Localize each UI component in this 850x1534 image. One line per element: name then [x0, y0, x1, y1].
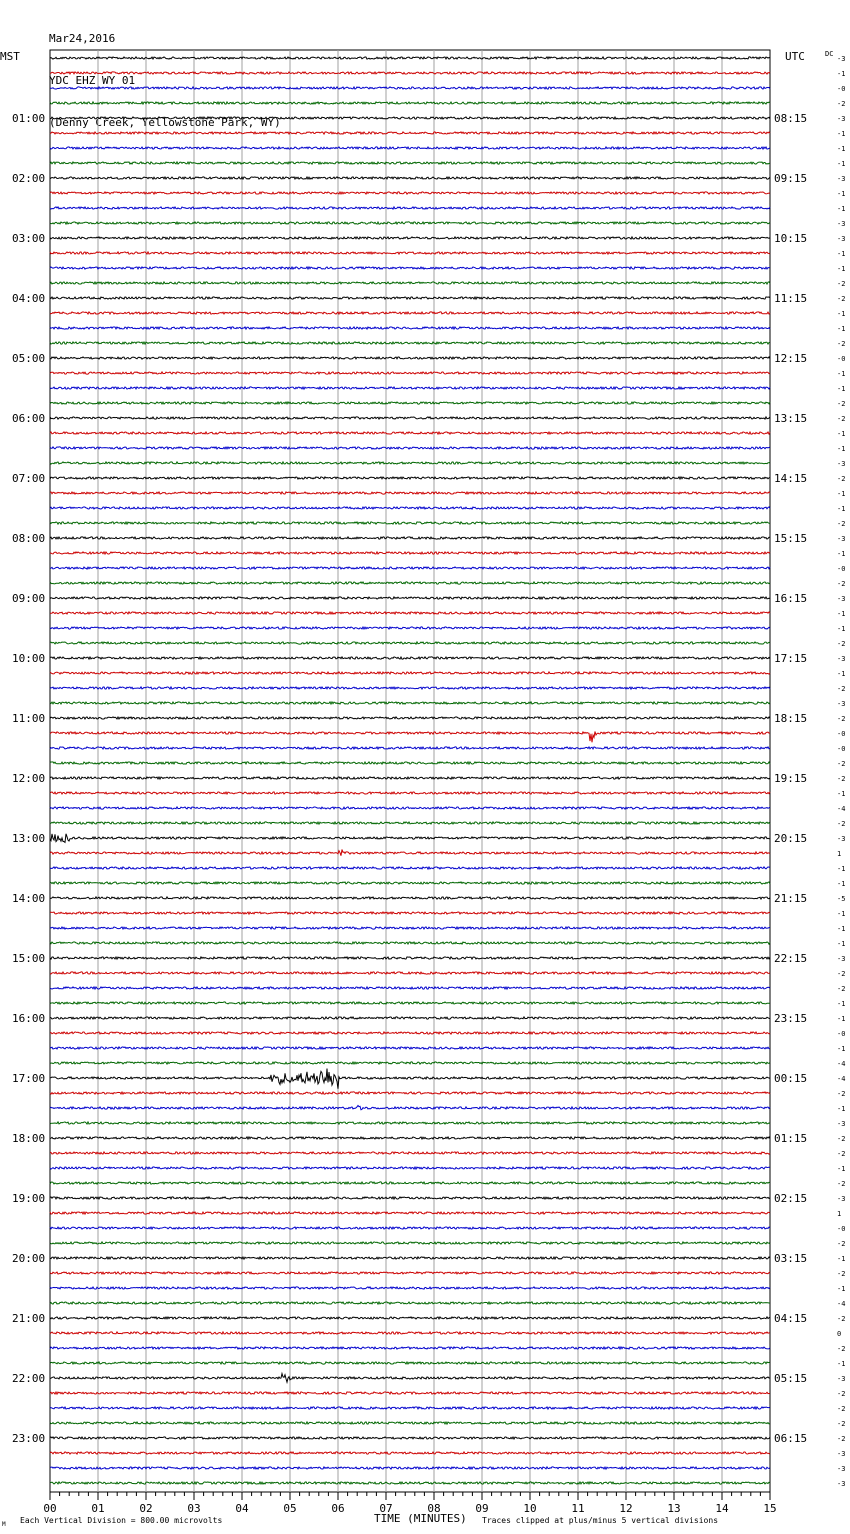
- seismogram-trace: [50, 267, 770, 269]
- dc-offset-label: -0: [837, 730, 846, 738]
- dc-offset-label: -1: [837, 385, 846, 393]
- dc-offset-label: 1: [837, 1210, 842, 1218]
- dc-offset-label: -3: [837, 55, 846, 63]
- seismogram-trace: [50, 897, 770, 899]
- dc-offset-label: -1: [837, 1255, 846, 1263]
- mst-hour-label: 08:00: [12, 532, 46, 545]
- dc-offset-label: -1: [837, 430, 846, 438]
- dc-offset-label: -3: [837, 1375, 846, 1383]
- dc-offset-label: -0: [837, 85, 846, 93]
- mst-hour-label: 07:00: [12, 472, 46, 485]
- dc-offset-label: -1: [837, 370, 846, 378]
- dc-offset-label: -3: [837, 535, 846, 543]
- axis-labels: [0, 50, 845, 1528]
- dc-offset-label: -2: [837, 295, 846, 303]
- utc-hour-label: 06:15: [774, 1432, 808, 1445]
- seismogram-trace: [50, 1197, 770, 1199]
- dc-offset-label: -3: [837, 220, 846, 228]
- dc-offset-label: -2: [837, 1150, 846, 1158]
- station-location: (Denny Creek, Yellowstone Park, WY): [49, 116, 281, 129]
- seismogram-trace: [50, 492, 770, 494]
- utc-hour-label: 01:15: [774, 1132, 808, 1145]
- seismogram-trace: [50, 972, 770, 974]
- dc-offset-label: -2: [837, 1345, 846, 1353]
- x-tick-label: 12: [619, 1502, 633, 1515]
- x-tick-label: 14: [715, 1502, 729, 1515]
- seismogram-trace: [50, 387, 770, 389]
- dc-offset-label: -5: [837, 895, 846, 903]
- dc-offset-label: -2: [837, 775, 846, 783]
- seismogram-trace: [50, 942, 770, 944]
- mst-hour-label: 03:00: [12, 232, 46, 245]
- clip-footnote: Traces clipped at plus/minus 5 vertical divisions: [482, 1516, 719, 1525]
- seismogram-trace: [50, 1092, 770, 1094]
- x-tick-label: 13: [667, 1502, 681, 1515]
- seismogram-trace: [50, 417, 770, 419]
- dc-offset-label: -1: [837, 925, 846, 933]
- seismogram-trace: [50, 507, 770, 509]
- seismogram-trace: [50, 627, 770, 629]
- dc-offset-label: -1: [837, 1000, 846, 1008]
- mst-hour-label: 06:00: [12, 412, 46, 425]
- x-tick-label: 05: [283, 1502, 297, 1515]
- dc-offset-label: -1: [837, 505, 846, 513]
- dc-offset-label: -1: [837, 1360, 846, 1368]
- x-tick-label: 02: [139, 1502, 153, 1515]
- dc-axis-label: DC: [825, 50, 834, 58]
- seismogram-trace: [50, 312, 770, 314]
- seismogram-trace: [50, 612, 770, 614]
- mst-hour-label: 19:00: [12, 1192, 46, 1205]
- dc-offset-label: -1: [837, 880, 846, 888]
- seismogram-trace: [50, 567, 770, 569]
- dc-offset-label: -0: [837, 745, 846, 753]
- seismogram-trace: [50, 282, 770, 284]
- seismogram-trace: [50, 87, 770, 89]
- dc-offset-label: -2: [837, 685, 846, 693]
- seismogram-trace: [50, 132, 770, 134]
- mst-hour-label: 05:00: [12, 352, 46, 365]
- utc-hour-label: 10:15: [774, 232, 808, 245]
- utc-hour-label: 00:15: [774, 1072, 808, 1085]
- mst-hour-label: 13:00: [12, 832, 46, 845]
- utc-hour-label: 03:15: [774, 1252, 808, 1265]
- dc-offset-label: -3: [837, 1195, 846, 1203]
- mst-axis-label: MST: [0, 50, 20, 63]
- dc-offset-label: -1: [837, 1015, 846, 1023]
- seismogram-trace: [50, 1062, 770, 1064]
- dc-offset-label: -4: [837, 805, 846, 813]
- seismogram-trace: [50, 357, 770, 359]
- seismogram-trace: [50, 1422, 770, 1424]
- dc-offset-label: -3: [837, 955, 846, 963]
- seismogram-trace: [50, 882, 770, 884]
- seismogram-trace: [50, 792, 770, 794]
- mst-hour-label: 17:00: [12, 1072, 46, 1085]
- dc-offset-label: -2: [837, 100, 846, 108]
- mst-hour-label: 20:00: [12, 1252, 46, 1265]
- dc-offset-label: -2: [837, 520, 846, 528]
- seismogram-trace: [50, 747, 770, 749]
- utc-hour-label: 09:15: [774, 172, 808, 185]
- seismogram-trace: [50, 1407, 770, 1409]
- x-tick-label: 03: [187, 1502, 201, 1515]
- dc-offset-label: -2: [837, 475, 846, 483]
- dc-offset-label: -1: [837, 205, 846, 213]
- utc-hour-label: 22:15: [774, 952, 808, 965]
- seismogram-trace: [50, 582, 770, 584]
- seismogram-trace: [50, 297, 770, 299]
- dc-offset-label: -1: [837, 550, 846, 558]
- seismogram-trace: [50, 1482, 770, 1484]
- dc-offset-label: -0: [837, 565, 846, 573]
- mst-hour-label: 09:00: [12, 592, 46, 605]
- seismogram-trace: [50, 117, 770, 119]
- dc-offset-label: -3: [837, 235, 846, 243]
- dc-offset-label: -1: [837, 445, 846, 453]
- utc-hour-label: 20:15: [774, 832, 808, 845]
- seismogram-trace: [50, 1152, 770, 1154]
- x-tick-label: 08: [427, 1502, 441, 1515]
- dc-offset-label: -2: [837, 1315, 846, 1323]
- seismogram-trace: [50, 912, 770, 914]
- utc-hour-label: 14:15: [774, 472, 808, 485]
- seismogram-trace: [50, 237, 770, 239]
- dc-offset-label: -2: [837, 970, 846, 978]
- utc-hour-label: 16:15: [774, 592, 808, 605]
- seismogram-trace: [50, 1287, 770, 1289]
- seismogram-trace: [50, 1467, 770, 1469]
- mst-hour-label: 15:00: [12, 952, 46, 965]
- dc-offset-label: -1: [837, 940, 846, 948]
- dc-offset-label: -3: [837, 595, 846, 603]
- utc-hour-label: 21:15: [774, 892, 808, 905]
- seismogram-trace: [50, 807, 770, 809]
- seismogram-trace: [50, 102, 770, 104]
- mst-hour-label: 12:00: [12, 772, 46, 785]
- dc-offset-label: -2: [837, 1240, 846, 1248]
- dc-offset-label: -1: [837, 145, 846, 153]
- seismogram-trace: [50, 732, 770, 743]
- dc-offset-label: -3: [837, 1450, 846, 1458]
- dc-offset-label: -2: [837, 340, 846, 348]
- mst-hour-label: 01:00: [12, 112, 46, 125]
- seismogram-trace: [50, 1317, 770, 1319]
- x-tick-label: 10: [523, 1502, 537, 1515]
- dc-offset-label: -3: [837, 1465, 846, 1473]
- x-tick-label: 01: [91, 1502, 105, 1515]
- dc-offset-label: -2: [837, 1435, 846, 1443]
- seismogram-trace: [50, 702, 770, 704]
- seismogram-trace: [50, 1374, 770, 1383]
- seismogram-trace: [50, 1272, 770, 1274]
- dc-offset-label: -1: [837, 160, 846, 168]
- mst-hour-label: 18:00: [12, 1132, 46, 1145]
- dc-offset-label: -1: [837, 190, 846, 198]
- dc-offset-label: -1: [837, 70, 846, 78]
- dc-offset-label: -1: [837, 250, 846, 258]
- x-axis-title: TIME (MINUTES): [374, 1512, 467, 1525]
- seismogram-trace: [50, 447, 770, 449]
- dc-offset-label: -1: [837, 265, 846, 273]
- dc-offset-label: 1: [837, 850, 842, 858]
- utc-hour-label: 23:15: [774, 1012, 808, 1025]
- seismogram-trace: [50, 402, 770, 404]
- mst-hour-label: 10:00: [12, 652, 46, 665]
- seismogram-trace: [50, 147, 770, 149]
- seismogram-trace: [50, 1047, 770, 1049]
- dc-offset-label: -2: [837, 1180, 846, 1188]
- seismogram-trace: [50, 1437, 770, 1439]
- utc-hour-label: 12:15: [774, 352, 808, 365]
- dc-offset-label: -2: [837, 400, 846, 408]
- x-tick-label: 00: [43, 1502, 57, 1515]
- utc-hour-label: 15:15: [774, 532, 808, 545]
- utc-hour-label: 04:15: [774, 1312, 808, 1325]
- dc-offset-label: -1: [837, 625, 846, 633]
- seismogram-trace: [50, 1302, 770, 1304]
- mst-hour-label: 21:00: [12, 1312, 46, 1325]
- seismogram-trace: [50, 1182, 770, 1184]
- dc-offset-label: -3: [837, 655, 846, 663]
- x-tick-label: 07: [379, 1502, 393, 1515]
- seismogram-trace: [50, 1347, 770, 1349]
- dc-offset-label: -1: [837, 1165, 846, 1173]
- record-date: Mar24,2016: [49, 32, 116, 45]
- dc-offset-label: -2: [837, 1405, 846, 1413]
- seismogram-trace: [50, 762, 770, 764]
- dc-offset-label: -1: [837, 310, 846, 318]
- seismogram-trace: [50, 834, 770, 843]
- seismogram-trace: [50, 687, 770, 689]
- scale-footnote: Each Vertical Division = 800.00 microvolts: [20, 1516, 223, 1525]
- dc-offset-label: -0: [837, 1225, 846, 1233]
- seismogram-trace: [50, 850, 770, 856]
- seismogram-trace: [50, 777, 770, 779]
- utc-hour-label: 13:15: [774, 412, 808, 425]
- seismogram-trace: [50, 1257, 770, 1259]
- seismogram-trace: [50, 1212, 770, 1214]
- dc-offset-label: -3: [837, 835, 846, 843]
- dc-offset-label: -1: [837, 610, 846, 618]
- dc-offset-label: -2: [837, 985, 846, 993]
- seismogram-trace: [50, 1137, 770, 1139]
- dc-offset-label: -1: [837, 490, 846, 498]
- seismogram-trace: [50, 192, 770, 194]
- seismogram-trace: [50, 252, 770, 254]
- dc-offset-label: -3: [837, 1120, 846, 1128]
- x-tick-label: 04: [235, 1502, 249, 1515]
- seismogram-trace: [50, 657, 770, 659]
- seismogram-trace: [50, 537, 770, 539]
- mst-hour-label: 22:00: [12, 1372, 46, 1385]
- mst-hour-label: 11:00: [12, 712, 46, 725]
- seismogram-trace: [50, 207, 770, 209]
- utc-hour-label: 08:15: [774, 112, 808, 125]
- dc-offset-label: -1: [837, 130, 846, 138]
- seismogram-trace: [50, 327, 770, 329]
- seismogram-trace: [50, 477, 770, 479]
- seismogram-trace: [50, 1227, 770, 1229]
- dc-offset-label: -3: [837, 175, 846, 183]
- seismogram-trace: [50, 1069, 770, 1089]
- seismogram-trace: [50, 1017, 770, 1019]
- mst-hour-label: 23:00: [12, 1432, 46, 1445]
- seismogram-trace: [50, 1392, 770, 1394]
- dc-offset-label: -1: [837, 1105, 846, 1113]
- utc-hour-label: 17:15: [774, 652, 808, 665]
- corner-mark: M: [2, 1521, 6, 1528]
- dc-offset-label: -2: [837, 280, 846, 288]
- utc-hour-label: 02:15: [774, 1192, 808, 1205]
- seismogram-trace: [50, 72, 770, 74]
- seismogram-trace: [50, 57, 770, 59]
- seismogram-trace: [50, 1332, 770, 1334]
- seismogram-trace: [50, 177, 770, 179]
- dc-offset-label: -3: [837, 115, 846, 123]
- utc-axis-label: UTC: [785, 50, 805, 63]
- seismogram-trace: [50, 957, 770, 959]
- seismogram-trace: [50, 1032, 770, 1034]
- seismogram-trace: [50, 222, 770, 224]
- seismogram-trace: [50, 597, 770, 599]
- seismogram-trace: [50, 1106, 770, 1110]
- seismogram-trace: [50, 867, 770, 869]
- dc-offset-label: -1: [837, 910, 846, 918]
- x-tick-label: 09: [475, 1502, 489, 1515]
- dc-offset-label: -0: [837, 1030, 846, 1038]
- dc-offset-label: -3: [837, 1480, 846, 1488]
- dc-offset-label: -4: [837, 1060, 846, 1068]
- dc-offset-label: -1: [837, 865, 846, 873]
- seismogram-trace: [50, 552, 770, 554]
- plot-frame: [50, 50, 770, 1492]
- seismogram-trace: [50, 1452, 770, 1454]
- dc-offset-label: -4: [837, 1075, 846, 1083]
- seismogram-trace: [50, 672, 770, 674]
- utc-hour-label: 19:15: [774, 772, 808, 785]
- seismogram-trace: [50, 642, 770, 644]
- dc-offset-label: -2: [837, 640, 846, 648]
- dc-offset-label: -2: [837, 1270, 846, 1278]
- seismogram-trace: [50, 1002, 770, 1004]
- dc-offset-label: -4: [837, 1300, 846, 1308]
- seismogram-trace: [50, 372, 770, 374]
- dc-offset-label: -2: [837, 1090, 846, 1098]
- dc-offset-label: -2: [837, 760, 846, 768]
- x-tick-label: 06: [331, 1502, 345, 1515]
- seismogram-trace: [50, 822, 770, 824]
- dc-offset-label: -3: [837, 460, 846, 468]
- seismogram-trace: [50, 462, 770, 464]
- seismogram-trace: [50, 162, 770, 164]
- dc-offset-label: 0: [837, 1330, 842, 1338]
- x-tick-label: 11: [571, 1502, 585, 1515]
- seismogram-trace: [50, 1242, 770, 1244]
- dc-offset-label: -1: [837, 790, 846, 798]
- mst-hour-label: 02:00: [12, 172, 46, 185]
- dc-offset-label: -1: [837, 1285, 846, 1293]
- mst-hour-label: 04:00: [12, 292, 46, 305]
- dc-offset-label: -1: [837, 325, 846, 333]
- utc-hour-label: 05:15: [774, 1372, 808, 1385]
- x-tick-label: 15: [763, 1502, 777, 1515]
- seismogram-trace: [50, 717, 770, 719]
- dc-offset-label: -1: [837, 1045, 846, 1053]
- seismogram-trace: [50, 432, 770, 434]
- dc-offset-label: -2: [837, 1135, 846, 1143]
- dc-offset-label: -2: [837, 1390, 846, 1398]
- station-code: YDC EHZ WY 01: [49, 74, 136, 87]
- dc-offset-label: -3: [837, 700, 846, 708]
- seismogram-traces: [50, 57, 770, 1484]
- utc-hour-label: 18:15: [774, 712, 808, 725]
- dc-offset-label: -1: [837, 670, 846, 678]
- dc-offset-label: -2: [837, 1420, 846, 1428]
- seismogram-trace: [50, 1167, 770, 1169]
- seismogram-trace: [50, 927, 770, 929]
- seismogram-trace: [50, 342, 770, 344]
- seismogram-trace: [50, 1362, 770, 1364]
- utc-hour-label: 11:15: [774, 292, 808, 305]
- mst-hour-label: 14:00: [12, 892, 46, 905]
- dc-offset-label: -2: [837, 820, 846, 828]
- seismogram-trace: [50, 522, 770, 524]
- mst-hour-label: 16:00: [12, 1012, 46, 1025]
- dc-offset-label: -2: [837, 580, 846, 588]
- dc-offset-label: -0: [837, 355, 846, 363]
- seismogram-trace: [50, 987, 770, 989]
- seismogram-trace: [50, 1122, 770, 1124]
- dc-offset-label: -2: [837, 415, 846, 423]
- dc-offset-label: -2: [837, 715, 846, 723]
